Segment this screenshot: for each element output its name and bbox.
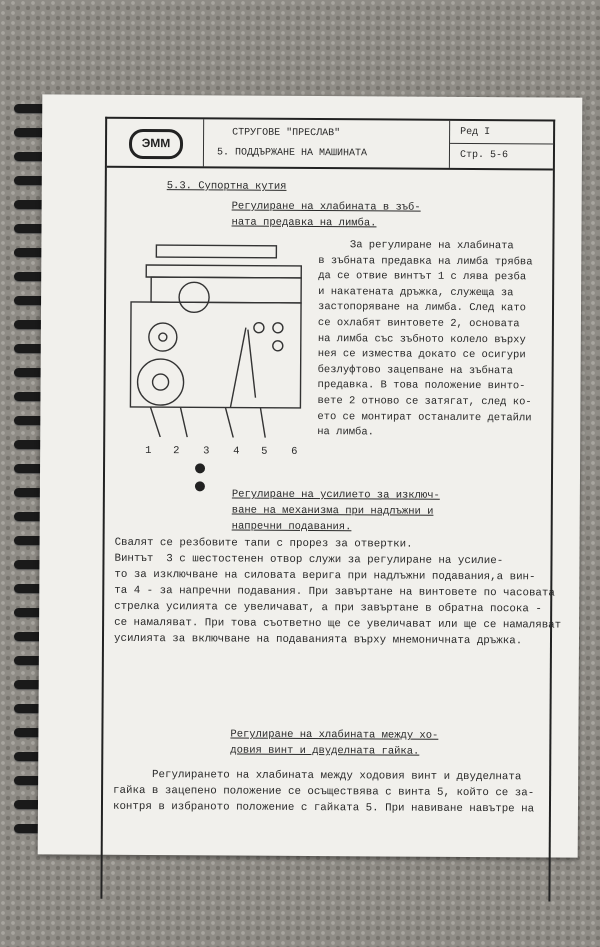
b1-line: За регулиране на хлабината [318, 239, 514, 253]
b2-line: Свалят се резбовите тапи с прорез за отвертки. [114, 536, 413, 551]
b1-line: безлуфтово зацепване на зъбната [317, 363, 514, 378]
b2h-line: напречни подавания. [231, 520, 352, 534]
support-box-diagram [125, 237, 306, 438]
logo-cell [107, 119, 204, 167]
figure-label: 5 [261, 445, 268, 458]
b2-line: та 4 - за напречни подавания. При завъртане на винтовете по часовата [114, 584, 555, 600]
page-info-cell [449, 121, 554, 169]
b1-line: застопоряване на лимба. След като [317, 301, 527, 315]
b3-line: гайка в зацепено положение се осъществява с винта 5, който се за- [113, 784, 535, 800]
page-header [107, 119, 553, 171]
b3h-line: Регулиране на хлабината между хо- [230, 728, 439, 742]
b1-line: на лимба. [317, 426, 375, 439]
b2h-line: ване на механизма при надлъжни и [231, 504, 434, 518]
b2h-line: Регулиране на усилието за изключ- [231, 488, 440, 502]
figure-label: 6 [291, 445, 298, 458]
figure-label: 4 [233, 445, 240, 458]
b3h-line: довия винт и двуделната гайка. [230, 744, 420, 758]
emm-logo: ЭММ [129, 129, 183, 159]
header-subtitle: 5. ПОДДЪРЖАНЕ НА МАШИНАТА [216, 147, 368, 160]
document-page [38, 94, 583, 857]
b1-line: да се отвие винтът 1 с лява резба [318, 270, 527, 284]
page-number: Стр. 5-6 [459, 149, 509, 162]
figure-label: 3 [203, 445, 210, 458]
figure-label: 2 [173, 445, 180, 458]
figure-label: 1 [145, 444, 152, 458]
adjustment-screws-icon [193, 461, 207, 495]
b2-line: се намаляват. При това съответно ще се увеличават или ще се намаляват [114, 616, 562, 632]
block1-heading-2: ната предавка на лимба. [231, 216, 377, 230]
b1-line: нея се измества докато се осигури [317, 348, 526, 362]
b1-line: и накатената дръжка, служеща за [318, 285, 514, 300]
section-title: 5.3. Супортна кутия [166, 180, 287, 193]
page-frame [100, 117, 562, 902]
block1-heading-1: Регулиране на хлабината в зъб- [231, 200, 421, 214]
b1-line: предавка. В това положение винто- [317, 379, 526, 393]
b1-line: се охлабят винтовете 2, основата [317, 317, 520, 331]
b2-line: стрелка усилията се увеличават, а при завъртане в обратна посока - [114, 600, 542, 616]
b1-line: ето се монтират останалите детайли [317, 410, 532, 424]
b2-line: Винтът 3 с шестостенен отвор служи за регулиране на усилие- [114, 552, 504, 568]
header-title: СТРУГОВЕ "ПРЕСЛАВ" [232, 127, 341, 140]
b3-line: контря в избраното положение с гайката 5. При навиване навътре на [112, 800, 535, 816]
b1-line: в зъбната предавка на лимба трябва [318, 254, 533, 268]
b1-line: вете 2 отново се затягат, след ко- [317, 395, 532, 409]
b3-line: Регулирането на хлабината между ходовия винт и двуделната [113, 768, 522, 784]
edition-label: Ред I [460, 126, 491, 139]
b2-line: усилията за включване на подаванията върху мнемоничната дръжка. [113, 632, 523, 648]
b1-line: на лимба със зъбното колело върху [317, 332, 526, 346]
b2-line: то за изключване на силовата верига при надлъжни подавания,а вин- [114, 568, 536, 584]
